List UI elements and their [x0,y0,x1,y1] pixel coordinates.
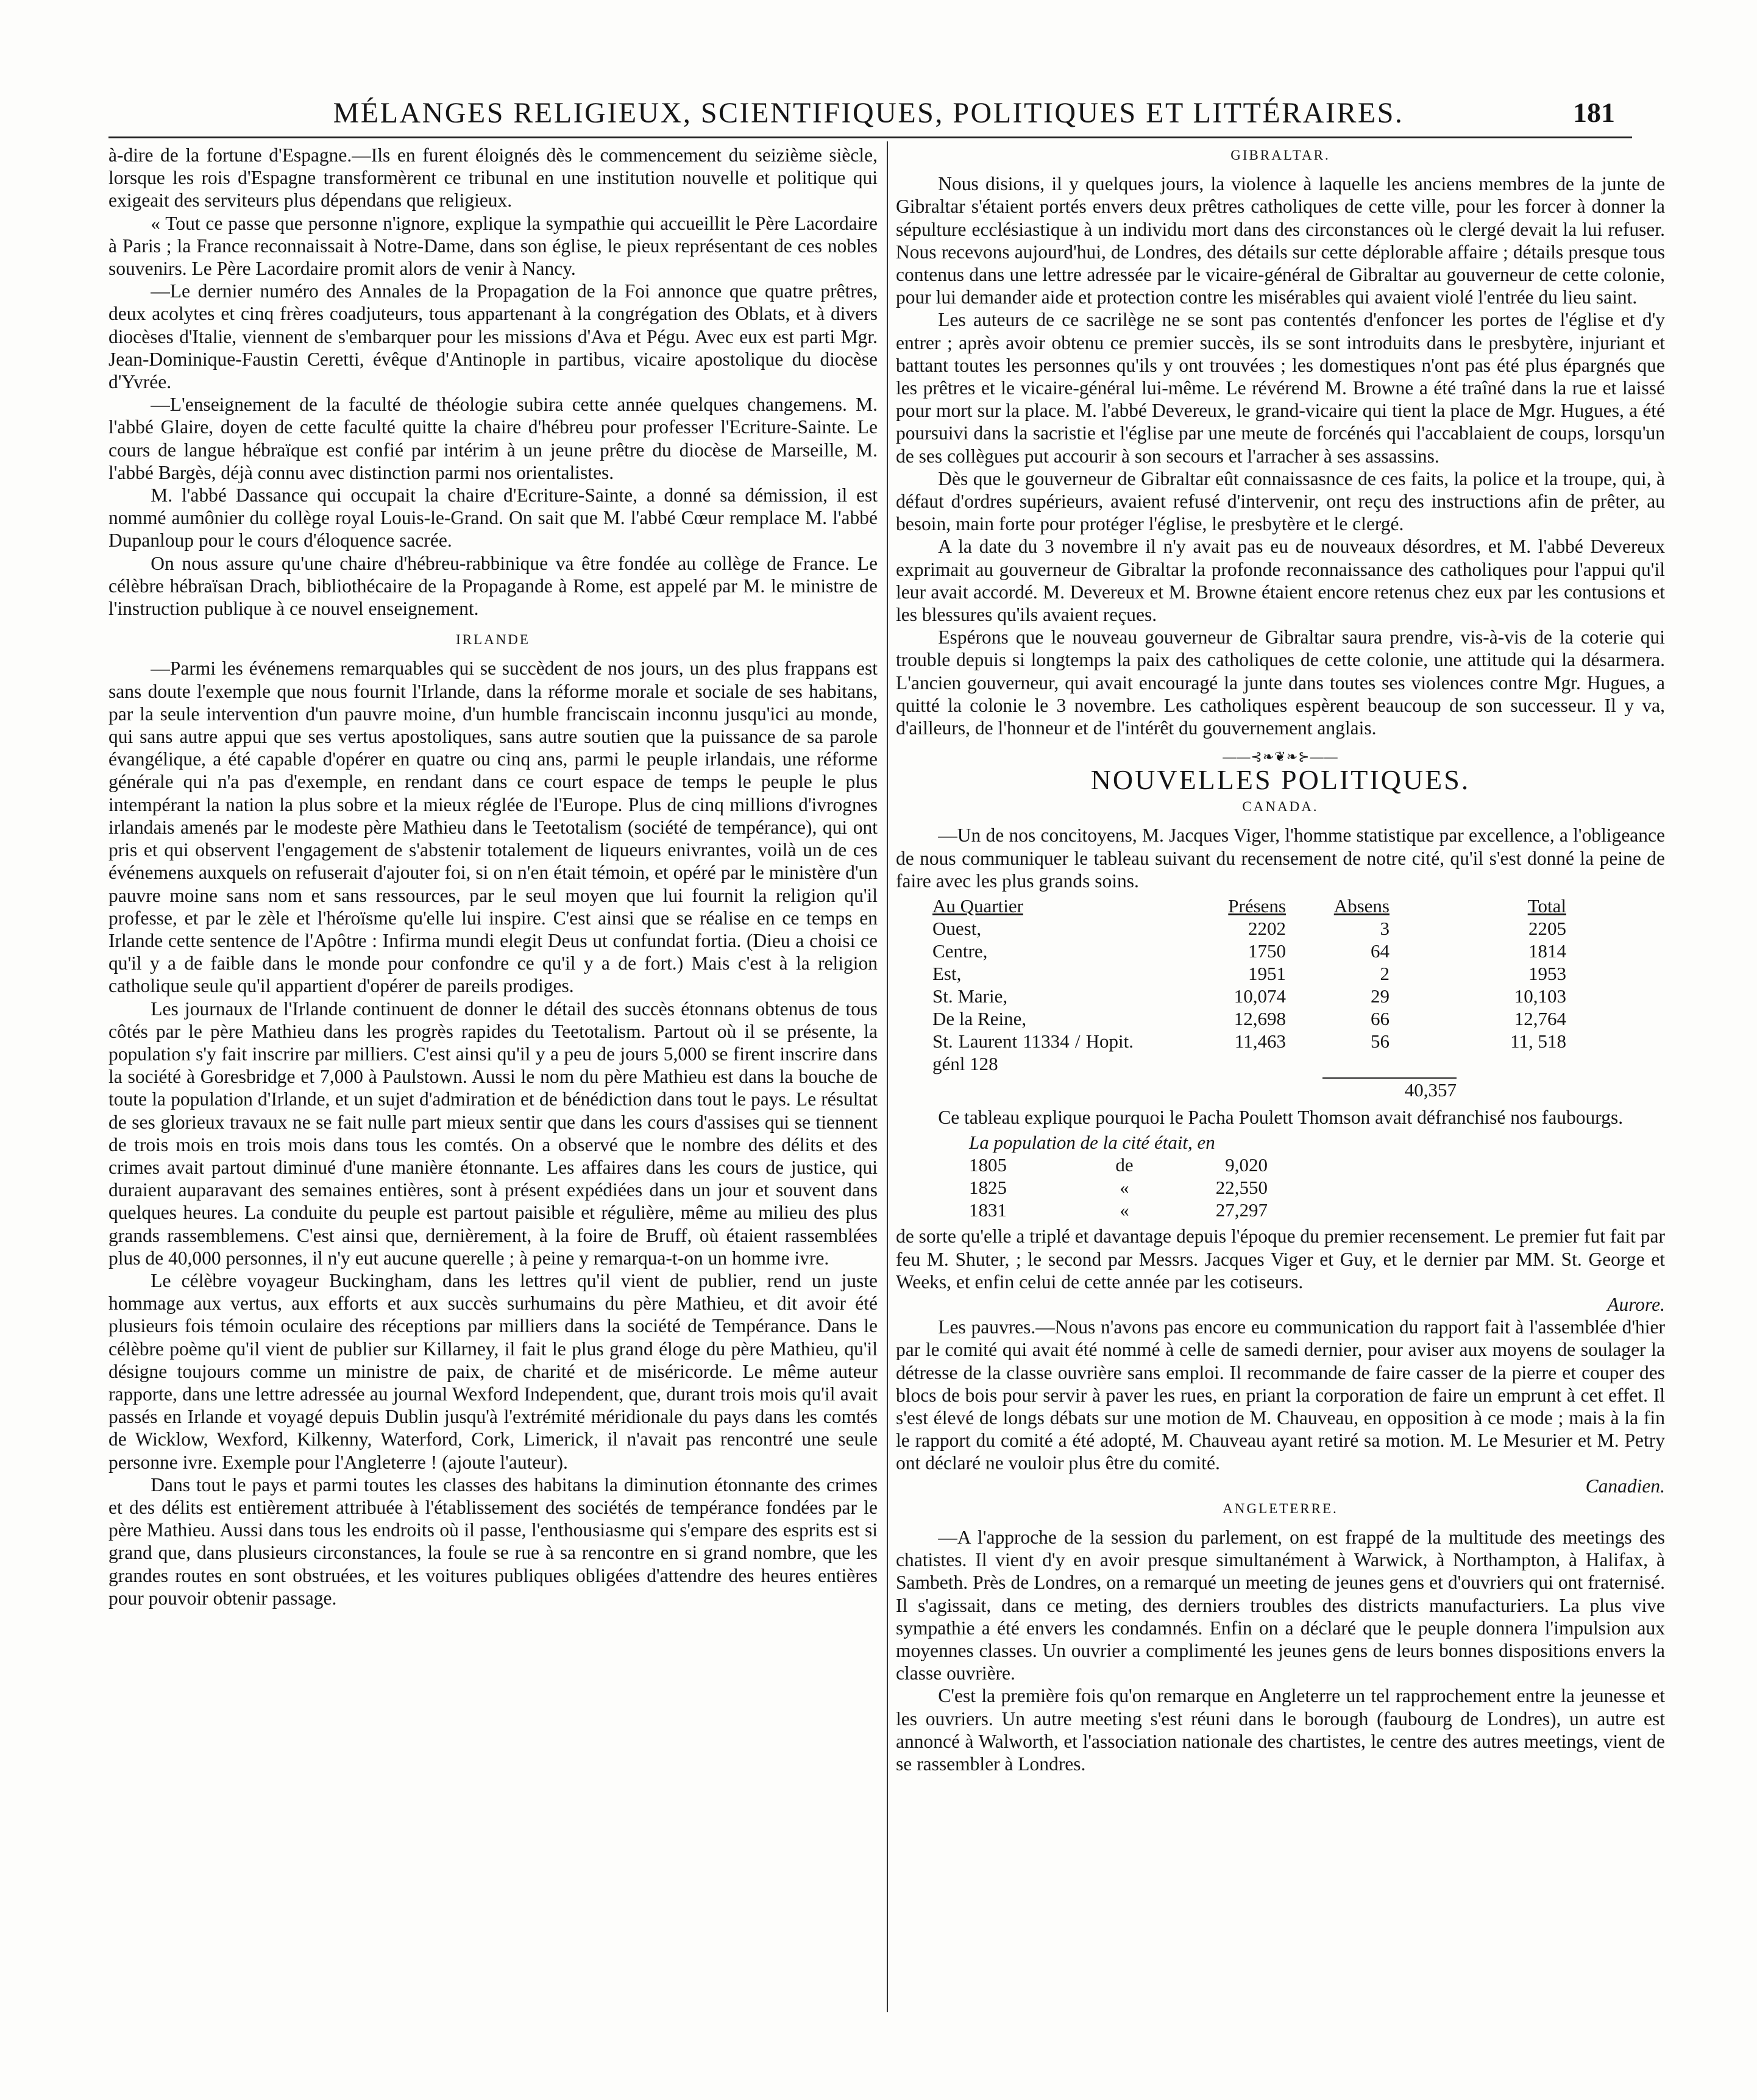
paragraph: —Le dernier numéro des Annales de la Propagation de la Foi annonce que quatre prêtres, deux acolytes et cinq frères coadjuteurs, tous appartenant à la congrégation des Oblats, et à divers diocèses d'Italie, viennent de s'embarquer pour les missions d'Ava et Pégu. Avec eux est parti Mgr. Jean-Dominique-Faustin Ceretti, évêque d'Antinople in partibus, vicaire apostolique du diocèse d'Yvrée. [108,280,878,393]
population-year: 1805 [969,1154,1007,1176]
paragraph: Dans tout le pays et parmi toutes les classes des habitans la diminution étonnante des crimes et des délits est entièrement attribuée à l'établissement des sociétés de tempérance fondées par le père Mathieu. Aussi dans tous les endroits où il passe, l'enthousiasme qui s'empare des esprits est si grand que, dans plusieurs circonstances, la foule se rue à sa rencontre en si grand nombre, que les grandes routes en sont obstruées, et les voitures publiques obligées d'attendre des heures entières pour pouvoir obtenir passage. [108,1474,878,1609]
paragraph: —A l'approche de la session du parlement, on est frappé de la multitude des meetings des chatistes. Il vient d'y en avoir presque simultanément à Warwick, à Northampton, à Halifax, à Sambeth. Près de Londres, on a remarqué un meeting de jeunes gens et d'ouvriers qui ont fraternisé. Il s'agissait, dans ce meting, des derniers troubles des districts manufacturiers. La plus vive sympathie a été envers les condamnés. Enfin on a déclaré que le peuple donnera l'impulsion aux moyennes classes. Un ouvrier a complimenté les jeunes gens de leurs bonnes dispositions envers la classe ouvrière. [896,1526,1665,1684]
census-cell: 1750 [1248,940,1286,962]
paragraph: C'est la première fois qu'on remarque en Angleterre un tel rapprochement entre la jeunesse et les ouvriers. Un autre meeting s'est réuni dans le borough (faubourg de Londres), un autre est annoncé à Walworth, et l'association nationale des chartistes, le centre des autres meetings, vient de se rassembler à Londres. [896,1685,1665,1775]
census-cell: 29 [1371,985,1390,1007]
census-cell: 10,103 [1514,985,1566,1007]
census-cell: 12,698 [1233,1008,1286,1030]
census-header: Au Quartier [932,895,1023,917]
population-intro: La population de la cité était, en [969,1132,1215,1154]
census-row [932,962,1665,985]
census-cell: 56 [1371,1030,1390,1052]
population-row [969,1154,1665,1176]
paragraph: à-dire de la fortune d'Espagne.—Ils en furent éloignés dès le commencement du seizième siècle, lorsque les rois d'Espagne transformèrent ce tribunal en une institution nouvelle et politique qui exigeait des serviteurs plus dépendans que religieux. [108,144,878,211]
census-row [932,1007,1665,1030]
census-row [932,1030,1665,1075]
census-total: 40,357 [1322,1077,1457,1101]
paragraph: On nous assure qu'une chaire d'hébreu-rabbinique va être fondée au collège de France. Le célèbre hébraïsan Drach, bibliothécaire de la Propagande à Rome, est appelé par M. le ministre de l'instruction publique à ce nouvel enseignement. [108,552,878,620]
census-cell: Centre, [932,940,988,962]
census-row [932,985,1665,1007]
paragraph: Les auteurs de ce sacrilège ne se sont pas contentés d'enfoncer les portes de l'église et d'y entrer ; après avoir obtenu ce premier succès, ils se sont introduits dans le presbytère, injuriant et battant toutes les personnes qu'ils y ont trouvées ; les domestiques n'ont pas été plus épargnés que les prêtres et le vicaire-général lui-même. Le révérend M. Browne a été traîné dans la rue et laissé pour mort sur la place. M. l'abbé Devereux, le grand-vicaire qui tient la place de Mgr. Hugues, a été poursuivi dans la sacristie et l'église par une meute de forcénés qui l'accablaient de coups, lorsqu'un de ses collègues put accourir à son secours et l'arracher à ses assassins. [896,309,1665,467]
paragraph: A la date du 3 novembre il n'y avait pas eu de nouveaux désordres, et M. l'abbé Devereux exprimait au gouverneur de Gibraltar la profonde reconnaissance des catholiques pour l'appui qu'il leur avait accordé. M. Devereux et M. Browne étaient encore retenus chez eux par les contusions et les blessures qu'ils avaient reçues. [896,536,1665,626]
census-cell: St. Laurent 11334 / Hopit. génl 128 [932,1030,1134,1075]
section-heading-angleterre: ANGLETERRE. [1223,1500,1338,1516]
census-table [932,895,1665,1101]
census-cell: St. Marie, [932,985,1008,1007]
census-cell: 1814 [1528,940,1566,962]
header-rule [108,137,1632,138]
population-year: 1831 [969,1199,1007,1221]
census-cell: 66 [1371,1008,1390,1030]
census-cell: 11,463 [1234,1030,1286,1052]
population-sep: « [1120,1177,1129,1199]
paragraph: —Un de nos concitoyens, M. Jacques Viger, l'homme statistique par excellence, a l'obligeance de nous communiquer le tableau suivant du recensement de notre cité, qu'il s'est donné la peine de faire avec les plus grands soins. [896,825,1665,892]
paragraph: M. l'abbé Dassance qui occupait la chaire d'Ecriture-Sainte, a donné sa démission, il est nommé aumônier du collège royal Louis-le-Grand. On sait que M. l'abbé Cœur remplace M. l'abbé Dupanloup pour le cours d'éloquence sacrée. [108,484,878,552]
census-header: Absens [1333,895,1390,917]
section-heading-canada: CANADA. [1242,799,1319,815]
census-cell: 2 [1380,963,1390,985]
paragraph: de sorte qu'elle a triplé et davantage depuis l'époque du premier recensement. Le premier fut fait par feu M. Shuter, ; le second par Messrs. Jacques Viger et Guy, et le dernier par MM. St. George et Weeks, et enfin celui de cette année par les cotiseurs. [896,1226,1665,1293]
census-header-row [932,895,1665,917]
paragraph: « Tout ce passe que personne n'ignore, explique la sympathie qui accueillit le Père Lacordaire à Paris ; la France reconnaissait à Notre-Dame, dans son église, le pieux représentant de ces nobles souvenirs. Le Père Lacordaire promit alors de venir à Nancy. [108,212,878,280]
population-value: 27,297 [1215,1199,1268,1221]
population-value: 9,020 [1225,1154,1268,1176]
paragraph: Le célèbre voyageur Buckingham, dans les lettres qu'il vient de publier, rend un juste hommage aux vertus, aux efforts et aux succès surhumains du père Mathieu, et dit avoir été plusieurs fois témoin oculaire des réceptions par milliers dans la société de Tempérance. Dans le célèbre poème qu'il vient de publier sur Killarney, il fait le plus grand éloge du père Mathieu, qu'il désigne toujours comme un ministre de paix, de charité et de miséricorde. Le même auteur rapporte, dans une lettre adressée au journal Wexford Independent, que, durant trois mois qu'il avait passés en Irlande et voyagé depuis Dublin jusqu'à l'extrémité méridionale du pays dans les comtés de Wicklow, Wexford, Kilkenny, Waterford, Cork, Limerick, il n'avait pas rencontré une seule personne ivre. Exemple pour l'Angleterre ! (ajoute l'auteur). [108,1269,878,1473]
section-heading-gibraltar: GIBRALTAR. [1230,147,1330,163]
paragraph: Les journaux de l'Irlande continuent de donner le détail des succès étonnans obtenus de tous côtés par le père Mathieu dans les progrès rapides du Teetotalism. Partout où il se présente, la population s'y fait inscrire par milliers. C'est ainsi qu'il y a peu de jours 5,000 se firent inscrire dans la société à Goresbridge et 7,000 à Paulstown. Aussi le nom du père Mathieu est dans la bouche de toute la population d'Irlande, et un sujet d'admiration et de bénédiction dans tout le pays. Le résultat de ses glorieux travaux ne se fait nulle part mieux sentir que dans les cours d'assises qui se tiennent de trois mois en trois mois dans tous les comtés. On a observé que le nombre des délits et des crimes avait partout diminué d'une manière étonnante. Les affaires dans les cours de justice, qui duraient auparavant des semaines entières, sont à présent expédiées dans un jour et souvent dans quelques heures. La conduite du peuple est partout paisible et régulière, même au milieu des plus grands rassemblemens. C'est ainsi que, dernièrement, à la foire de Bruff, où étaient rassemblées plus de 40,000 personnes, il n'y eut aucune querelle ; à peine y remarqua-t-on un homme ivre. [108,998,878,1269]
ornament-divider: ——⊰❧❦❧⊱—— [1223,749,1338,765]
paragraph: Nous disions, il y quelques jours, la violence à laquelle les anciens membres de la junte de Gibraltar s'étaient portés envers deux prêtres catholiques de cette ville, pour les forcer à donner la sépulture ecclésiastique à un individu mort dans des circonstances où le clergé devait la lui refuser. Nous recevons aujourd'hui, de Londres, des détails sur cette déplorable affaire ; détails presque tous contenus dans une lettre adressée par le vicaire-général de Gibraltar au gouverneur de cette colonie, pour lui demander aide et protection contre les misérables qui avaient violé l'entrée du lieu saint. [896,173,1665,308]
population-row [969,1176,1665,1199]
column-divider [887,141,888,2012]
left-column [108,144,878,2027]
running-title: MÉLANGES RELIGIEUX, SCIENTIFIQUES, POLITIQUES ET LITTÉRAIRES. [333,97,1404,129]
source-signature: Aurore. [1607,1293,1665,1315]
census-cell: Est, [932,963,962,985]
census-header: Présens [1228,895,1286,917]
census-cell: 1953 [1528,963,1566,985]
paragraph: Les pauvres.—Nous n'avons pas encore eu communication du rapport fait à l'assemblée d'hier par le comité qui avait été nommé à celle de samedi dernier, pour aviser aux moyens de soulager la détresse de la classe ouvrière sans emploi. Il recommande de faire casser de la pierre et couper des blocs de bois pour servir à paver les rues, en priant la corporation de faire un emprunt à cet effet. Il s'est élevé de longs débats sur une motion de M. Chauveau, en opposition à ce mode ; mais à la fin le rapport du comité a été adopté, M. Chauveau ayant retiré sa motion. M. Le Mesurier et M. Petry ont déclaré ne vouloir plus être du comité. [896,1316,1665,1474]
population-year: 1825 [969,1177,1007,1199]
census-cell: De la Reine, [932,1008,1027,1030]
census-cell: 64 [1371,940,1390,962]
section-heading-irlande: IRLANDE [456,632,530,648]
right-column [896,144,1665,2027]
paragraph: Dès que le gouverneur de Gibraltar eût connaissasnce de ces faits, la police et la troupe, qui, à défaut d'ordres supérieurs, avaient refusé d'intervenir, ont reçu des instructions afin de prêter, au besoin, main forte pour protéger l'église, le presbytère et le clergé. [896,467,1665,535]
page-number: 181 [1573,97,1615,128]
census-cell: Ouest, [932,918,982,940]
population-table [969,1131,1665,1221]
population-sep: « [1120,1199,1129,1221]
census-cell: 10,074 [1233,985,1286,1007]
paragraph: Espérons que le nouveau gouverneur de Gibraltar saura prendre, vis-à-vis de la coterie qui trouble depuis si longtemps la paix des catholiques de cette colonie, une attitude qui la désarmera. L'ancien gouverneur, qui avait encouragé la junte dans toutes ses violences contre Mgr. Hugues, a quitté la colonie le 3 novembre. Les catholiques espèrent beaucoup de son successeur. Il y va, d'ailleurs, de l'honneur et de l'intérêt du gouvernement anglais. [896,626,1665,739]
nouvelles-politiques-title: NOUVELLES POLITIQUES. [1090,764,1471,796]
census-row [932,940,1665,962]
census-row [932,917,1665,940]
census-cell: 1951 [1248,963,1286,985]
population-row [969,1199,1665,1221]
paragraph: Ce tableau explique pourquoi le Pacha Poulett Thomson avait défranchisé nos faubourgs. [938,1107,1624,1129]
population-value: 22,550 [1215,1177,1268,1199]
census-cell: 2202 [1248,918,1286,940]
census-cell: 11, 518 [1510,1030,1566,1052]
source-signature: Canadien. [1585,1475,1665,1497]
census-cell: 12,764 [1514,1008,1566,1030]
paragraph: —Parmi les événemens remarquables qui se succèdent de nos jours, un des plus frappans est sans doute l'exemple que nous fournit l'Irlande, dans la réforme morale et sociale de ses habitans, par la seule intervention d'un pauvre moine, d'un humble franciscain inconnu jusqu'ici au monde, qui sans autre appui que ses vertus apostoliques, sans autre soutien que la puissance de sa parole évangélique, a été capable d'opérer en quatre ou cinq ans, parmi le peuple irlandais, une réforme générale qui n'a pas d'exemple, en rendant dans ce court espace de temps le peuple le plus intempérant la nation la plus sobre et la mieux réglée de l'Europe. Plus de cinq millions d'ivrognes irlandais amenés par le modeste père Mathieu dans le Teetotalism (société de tempérance), qui ont pris et qui observent l'engagement de s'abstenir totalement de liqueurs enivrantes, voilà un de ces événemens auxquels on refuserait d'ajouter foi, si on n'en était témoin, et opéré par le ministère d'un pauvre moine sans nom et sans ressources, par le seul moyen que lui fournit la religion qu'il professe, et par le zèle et l'héroïsme qu'elle lui inspire. C'est ainsi que se réalise en ce temps en Irlande cette sentence de l'Apôtre : Infirma mundi elegit Deus ut confundat fortia. (Dieu a choisi ce qu'il y a de faible dans le monde pour confondre ce qu'il y a de fort.) Mais c'est à la religion catholique seule qu'il appartient d'opérer de pareils prodiges. [108,658,878,997]
page-header [122,96,1615,133]
census-cell: 2205 [1528,918,1566,940]
census-header: Total [1527,895,1566,917]
paragraph: —L'enseignement de la faculté de théologie subira cette année quelques changemens. M. l'abbé Glaire, doyen de cette faculté quitte la chaire d'hébreu pour professer l'Ecriture-Sainte. Le cours de langue hébraïque est confié par intérim à un jeune prêtre du diocèse de Marseille, M. l'abbé Bargès, déjà connu avec distinction parmi nos orientalistes. [108,394,878,483]
census-cell: 3 [1380,918,1390,940]
population-sep: de [1115,1154,1134,1176]
